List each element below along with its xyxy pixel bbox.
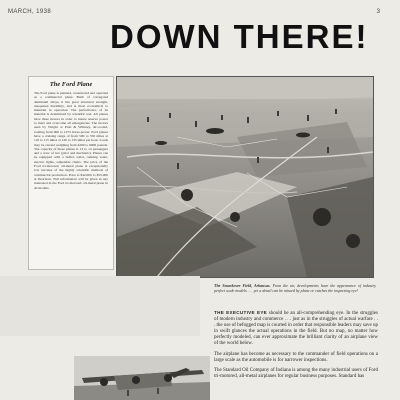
paragraph-text: The airplane has become as necessary to the commander of field operations on a large scale as the automobile is for narrower inspections. xyxy=(214,351,378,363)
paragraph-lead: THE EXECUTIVE EYE xyxy=(214,310,268,315)
sidebar-title: The Ford Plane xyxy=(49,81,93,88)
ford-plane-sidebar xyxy=(28,76,114,270)
sidebar-text: The Ford plane is planned, constructed and operated as a commercial plane. Built of corrugated aluminum alloys, it has great structural strength, unequaled durability, and is most economical to maintain in operation. The performance of its material is determined by scientific test. All planes have three motors in order to insure reserve power to meet and overcome all emergencies. The motors used by Wright or Pratt & Whitney, air-cooled, totaling from 900 to 1275 horse-power. Ford planes have a cruising range of from 500 to 550 miles at 110 to 115 miles at 120 to 135 miles per hour. Loads may be carried weighing from 4200 to 6000 pounds. The capacity of these planes is 13 to 14 passengers and a crew of two (pilot and mechanic). Planes can be equipped with a buffet, toilet, running water, electric lights, adjustable chairs. The price of the Ford tri-motored, all-metal plane is exceptionally low because of the highly scientific methods of commercial production. Price is $42,000 to $55,000 at Dearborn. Full information will be given in any interested in the Ford tri-motored, all-metal plane in all models. xyxy=(34,91,108,190)
article-body xyxy=(214,310,378,400)
photo-caption xyxy=(214,284,376,293)
body-paragraph xyxy=(214,310,378,348)
body-paragraph xyxy=(214,352,378,364)
headline: DOWN THERE! xyxy=(110,18,369,55)
paragraph-text: should be an all-comprehending eye. In the struggles of modern industry and commerce . . . just as in the struggles of actual warfare . . . the use of befogged map is courted in order that responsible leaders may save up in swift glances the actual operations in the field. But no map, no matter how perfectly modeled, can ever approximate the brilliant clarity of an airplane view of the world below. xyxy=(214,311,378,347)
aerial-photo xyxy=(116,76,374,278)
caption-text: From the air, developments have the appearance of industry perfect scale models . . . yet a detail can be missed by plane or catches the inspecting eye! xyxy=(214,283,377,293)
issue-date: MARCH, 1938 xyxy=(8,9,52,15)
page-number: 3 xyxy=(376,9,380,15)
reverse-side-bleed xyxy=(0,276,200,336)
caption-lead: The Smackover Field, Arkansas. xyxy=(214,283,271,288)
airplane-photo xyxy=(74,356,210,400)
paragraph-text: The Standard Oil Company of Indiana is among the many industrial users of Ford tri-motored, all-metal airplanes for regular business purposes. Standard has xyxy=(214,367,378,379)
oil-field-aerial-image xyxy=(117,77,373,277)
ford-trimotor-image xyxy=(74,356,210,400)
body-paragraph xyxy=(214,368,378,380)
